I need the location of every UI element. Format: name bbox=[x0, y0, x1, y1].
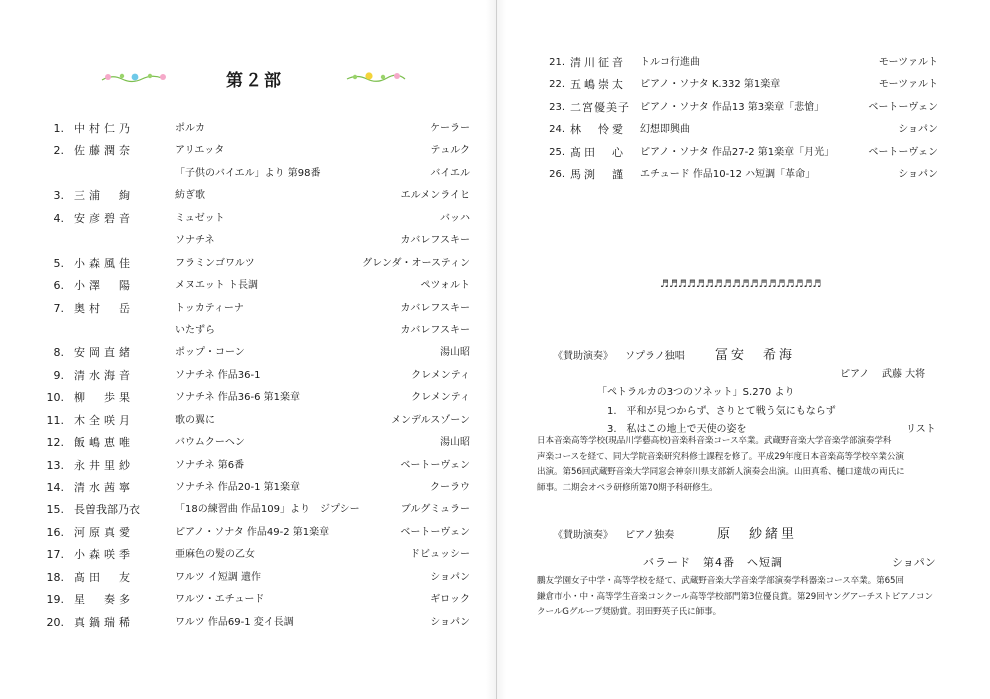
composer-name: カバレフスキー bbox=[400, 324, 470, 336]
work-item-2: 3. 私はこの地上で天使の姿を bbox=[607, 424, 747, 435]
program-row bbox=[0, 320, 496, 342]
guest-role: ピアノ独奏 bbox=[625, 530, 675, 541]
guest-bio-piano bbox=[537, 574, 947, 621]
piece-title: ソナチネ bbox=[175, 235, 215, 247]
row-number: 14. bbox=[46, 481, 64, 494]
row-number: 6. bbox=[53, 279, 64, 293]
row-number: 4. bbox=[53, 211, 64, 225]
row-number: 21. bbox=[549, 57, 565, 68]
composer-name: グレンダ・オースティン bbox=[362, 257, 470, 269]
performer-name: 木全咲月 bbox=[74, 413, 134, 427]
piece-title: ピアノ・ソナタ K.332 第1楽章 bbox=[640, 79, 781, 91]
performer-name: 河原真愛 bbox=[74, 525, 134, 539]
row-number: 12. bbox=[46, 436, 64, 450]
piece-title: メヌエット ト長調 bbox=[175, 280, 258, 292]
piece-title: 「子供のバイエル」より 第98番 bbox=[175, 167, 321, 179]
program-row bbox=[0, 499, 496, 521]
composer-name: ショパン bbox=[898, 168, 938, 180]
row-number: 15. bbox=[46, 503, 64, 517]
composer-name: モーツァルト bbox=[878, 57, 938, 68]
program-row bbox=[497, 119, 990, 141]
composer-name: バイエル bbox=[430, 167, 470, 179]
program-row bbox=[497, 74, 990, 96]
composer-name: モーツァルト bbox=[878, 79, 938, 91]
program-row bbox=[0, 432, 496, 454]
composer-name: エルメンライヒ bbox=[400, 190, 470, 202]
composer-name: リスト bbox=[906, 424, 936, 435]
performer-name: 永井里紗 bbox=[74, 458, 134, 472]
piece-title: 「18の練習曲 作品109」より ジプシー bbox=[175, 504, 360, 516]
part-title: 第２部 bbox=[226, 71, 283, 91]
composer-name: カバレフスキー bbox=[400, 302, 470, 314]
composer-name: ペツォルト bbox=[420, 280, 470, 292]
performer-name: 二宮優美子 bbox=[570, 100, 630, 114]
guest-role: ソプラノ独唱 bbox=[625, 351, 685, 362]
bio-line: 師事。二期会オペラ研修所第70期予科研修生。 bbox=[537, 482, 718, 493]
bio-line: クールGグループ奨励賞。羽田野英子氏に師事。 bbox=[537, 607, 722, 618]
piece-title: ソナチネ 作品36-1 bbox=[175, 369, 261, 381]
composer-name: ブルグミュラー bbox=[400, 504, 470, 516]
composer-name: クレメンティ bbox=[411, 369, 470, 381]
work-title: 「ペトラルカの3つのソネット」S.270 より bbox=[597, 387, 795, 398]
program-row bbox=[0, 522, 496, 544]
composer-name: ドビュッシー bbox=[410, 549, 470, 561]
piece-title: トッカティーナ bbox=[175, 302, 244, 314]
piece-title: ソナチネ 作品20-1 第1楽章 bbox=[175, 482, 301, 493]
bio-line: 声楽コースを経て、同大学院音楽研究科修士課程を修了。平成29年度日本音楽高等学校卒業公演 bbox=[537, 451, 904, 462]
guest-tag: 《賛助演奏》 bbox=[553, 530, 613, 541]
performer-name: 安彦碧音 bbox=[74, 211, 134, 225]
performer-name: 馬渕 謹 bbox=[570, 167, 626, 181]
row-number: 1. bbox=[53, 122, 64, 135]
flower-garland-icon bbox=[345, 70, 407, 84]
performer-name: 星 奏多 bbox=[74, 593, 134, 607]
performer-name: 林 怜愛 bbox=[570, 123, 626, 137]
bio-line: 鵬友学園女子中学・高等学校を経て、武蔵野音楽大学音楽学部演奏学科器楽コース卒業。第65回 bbox=[537, 576, 904, 586]
program-list-part2 bbox=[0, 118, 496, 634]
program-row bbox=[0, 365, 496, 387]
program-row bbox=[0, 163, 496, 185]
performer-name: 髙田 友 bbox=[74, 570, 134, 584]
program-row bbox=[497, 164, 990, 186]
bio-line: 日本音楽高等学校(現品川学藝高校)音楽科音楽コース卒業。武蔵野音楽大学音楽学部演奏学科 bbox=[537, 436, 892, 446]
program-row bbox=[0, 118, 496, 140]
bio-line: 鎌倉市小・中・高等学生音楽コンクール高等学校部門第3位優良賞。第29回ヤングアーチストピアノコン bbox=[537, 591, 934, 602]
row-number: 22. bbox=[549, 79, 565, 91]
program-list-continued bbox=[497, 52, 990, 186]
composer-name: クーラウ bbox=[430, 482, 470, 493]
program-row bbox=[0, 342, 496, 364]
row-number: 13. bbox=[46, 458, 64, 472]
composer-name: ベートーヴェン bbox=[868, 101, 938, 113]
program-row bbox=[0, 589, 496, 611]
program-row bbox=[0, 612, 496, 634]
piece-title: バウムクーヘン bbox=[175, 437, 245, 449]
row-number: 18. bbox=[46, 570, 64, 584]
performer-name: 柳 歩果 bbox=[74, 391, 134, 405]
piece-title: トルコ行進曲 bbox=[640, 57, 700, 68]
piece-title: ピアノ・ソナタ 作品49-2 第1楽章 bbox=[175, 526, 330, 538]
composer-name: メンデルスゾーン bbox=[391, 414, 470, 426]
program-row bbox=[0, 185, 496, 207]
program-row bbox=[0, 567, 496, 589]
row-number: 8. bbox=[53, 346, 64, 360]
performer-name: 長曽我部乃衣 bbox=[74, 503, 140, 517]
accompanist-name: 武藤 大将 bbox=[882, 369, 926, 380]
program-row bbox=[0, 253, 496, 275]
performer-name: 清川征音 bbox=[570, 56, 626, 69]
piece-title: ピアノ・ソナタ 作品27-2 第1楽章「月光」 bbox=[640, 146, 835, 158]
row-number: 11. bbox=[46, 413, 64, 427]
piece-title: ワルツ・エチュード bbox=[175, 594, 265, 606]
program-row bbox=[0, 208, 496, 230]
performer-name: 清水海音 bbox=[74, 368, 134, 382]
composer-name: クレメンティ bbox=[411, 392, 470, 404]
guest-bio-soprano bbox=[537, 434, 947, 496]
composer-name: ベートーヴェン bbox=[868, 146, 938, 158]
guest-tag: 《賛助演奏》 bbox=[553, 351, 613, 362]
performer-name: 真鍋瑞稀 bbox=[74, 615, 134, 629]
composer-name: テュルク bbox=[430, 145, 470, 157]
composer-name: ショパン bbox=[898, 124, 938, 136]
composer-name: 湯山昭 bbox=[440, 347, 470, 359]
composer-name: ショパン bbox=[430, 571, 470, 583]
composer-name: カバレフスキー bbox=[400, 235, 470, 247]
program-row bbox=[497, 142, 990, 164]
piece-title: いたずら bbox=[175, 324, 215, 336]
program-row bbox=[0, 477, 496, 499]
guest-name: 冨安 希海 bbox=[715, 348, 796, 363]
program-row bbox=[0, 275, 496, 297]
program-row bbox=[0, 140, 496, 162]
performer-name: 佐藤潤奈 bbox=[74, 144, 134, 158]
performer-name: 小澤 陽 bbox=[74, 279, 134, 293]
work-item-1: 1. 平和が見つからず、さりとて戦う気にもならず bbox=[607, 406, 836, 417]
row-number: 26. bbox=[549, 168, 565, 180]
piece-title: 幻想即興曲 bbox=[640, 124, 690, 136]
page-gutter bbox=[486, 0, 506, 699]
program-row bbox=[0, 455, 496, 477]
row-number: 10. bbox=[46, 391, 64, 405]
piece-title: アリエッタ bbox=[175, 145, 225, 157]
row-number: 19. bbox=[46, 593, 64, 607]
row-number: 9. bbox=[53, 368, 64, 382]
row-number: 25. bbox=[549, 146, 565, 158]
flower-garland-icon bbox=[100, 70, 170, 84]
performer-name: 髙田 心 bbox=[570, 145, 626, 159]
program-row bbox=[0, 410, 496, 432]
program-row bbox=[0, 298, 496, 320]
row-number: 3. bbox=[53, 189, 64, 203]
performer-name: 清水茜寧 bbox=[74, 481, 134, 494]
row-number: 16. bbox=[46, 525, 64, 539]
program-row bbox=[497, 97, 990, 119]
row-number: 2. bbox=[53, 144, 64, 158]
piece-title: ワルツ イ短調 遺作 bbox=[175, 571, 262, 583]
row-number: 24. bbox=[549, 124, 565, 136]
piece-title: ミュゼット bbox=[175, 212, 225, 224]
composer-name: ショパン bbox=[430, 616, 470, 628]
work-title: バラード 第4番 ヘ短調 bbox=[643, 556, 783, 569]
piece-title: フラミンゴワルツ bbox=[175, 257, 255, 269]
program-row bbox=[0, 387, 496, 409]
guest-name: 原 紗緒里 bbox=[717, 527, 798, 542]
row-number: 5. bbox=[53, 256, 64, 270]
composer-name: 湯山昭 bbox=[440, 437, 470, 449]
row-number: 17. bbox=[46, 548, 64, 562]
piece-title: 紡ぎ歌 bbox=[175, 190, 205, 202]
music-notes-divider: ♬♬♬♬♬♬♬♬♬♬♬♬♬♬♬♬♬♬ bbox=[660, 279, 822, 290]
row-number: 20. bbox=[46, 615, 64, 629]
row-number: 23. bbox=[549, 101, 565, 113]
piece-title: ポップ・コーン bbox=[175, 347, 245, 359]
piece-title: ソナチネ 作品36-6 第1楽章 bbox=[175, 392, 301, 404]
composer-name: ベートーヴェン bbox=[400, 459, 470, 471]
composer-name: ベートーヴェン bbox=[400, 526, 470, 538]
performer-name: 三浦 絢 bbox=[74, 189, 134, 203]
performer-name: 飯嶋恵唯 bbox=[74, 436, 134, 450]
piece-title: ワルツ 作品69-1 変イ長調 bbox=[175, 616, 294, 628]
row-number: 7. bbox=[53, 301, 64, 315]
piece-title: エチュード 作品10-12 ハ短調「革命」 bbox=[640, 168, 816, 180]
program-row bbox=[0, 230, 496, 252]
program-row bbox=[497, 52, 990, 74]
composer-name: ショパン bbox=[892, 556, 936, 569]
composer-name: バッハ bbox=[440, 212, 470, 224]
composer-name: ケーラー bbox=[430, 123, 470, 134]
performer-name: 安岡直緒 bbox=[74, 346, 134, 360]
performer-name: 中村仁乃 bbox=[74, 122, 134, 135]
piece-title: ソナチネ 第6番 bbox=[175, 459, 245, 471]
piece-title: ポルカ bbox=[175, 123, 205, 134]
accompanist-label: ピアノ bbox=[840, 369, 870, 380]
composer-name: ギロック bbox=[430, 594, 470, 606]
performer-name: 小森咲季 bbox=[74, 548, 134, 562]
bio-line: 出演。第56回武蔵野音楽大学同窓会神奈川県支部新人演奏会出演。山田真希、樋口達哉の両氏に bbox=[537, 467, 905, 478]
piece-title: ピアノ・ソナタ 作品13 第3楽章「悲愴」 bbox=[640, 101, 825, 113]
piece-title: 亜麻色の髪の乙女 bbox=[175, 549, 255, 561]
piece-title: 歌の翼に bbox=[175, 414, 215, 426]
right-page bbox=[497, 0, 990, 699]
performer-name: 奥村 岳 bbox=[74, 301, 134, 315]
performer-name: 小森風佳 bbox=[74, 256, 134, 270]
program-row bbox=[0, 544, 496, 566]
performer-name: 五嶋崇太 bbox=[570, 78, 626, 92]
